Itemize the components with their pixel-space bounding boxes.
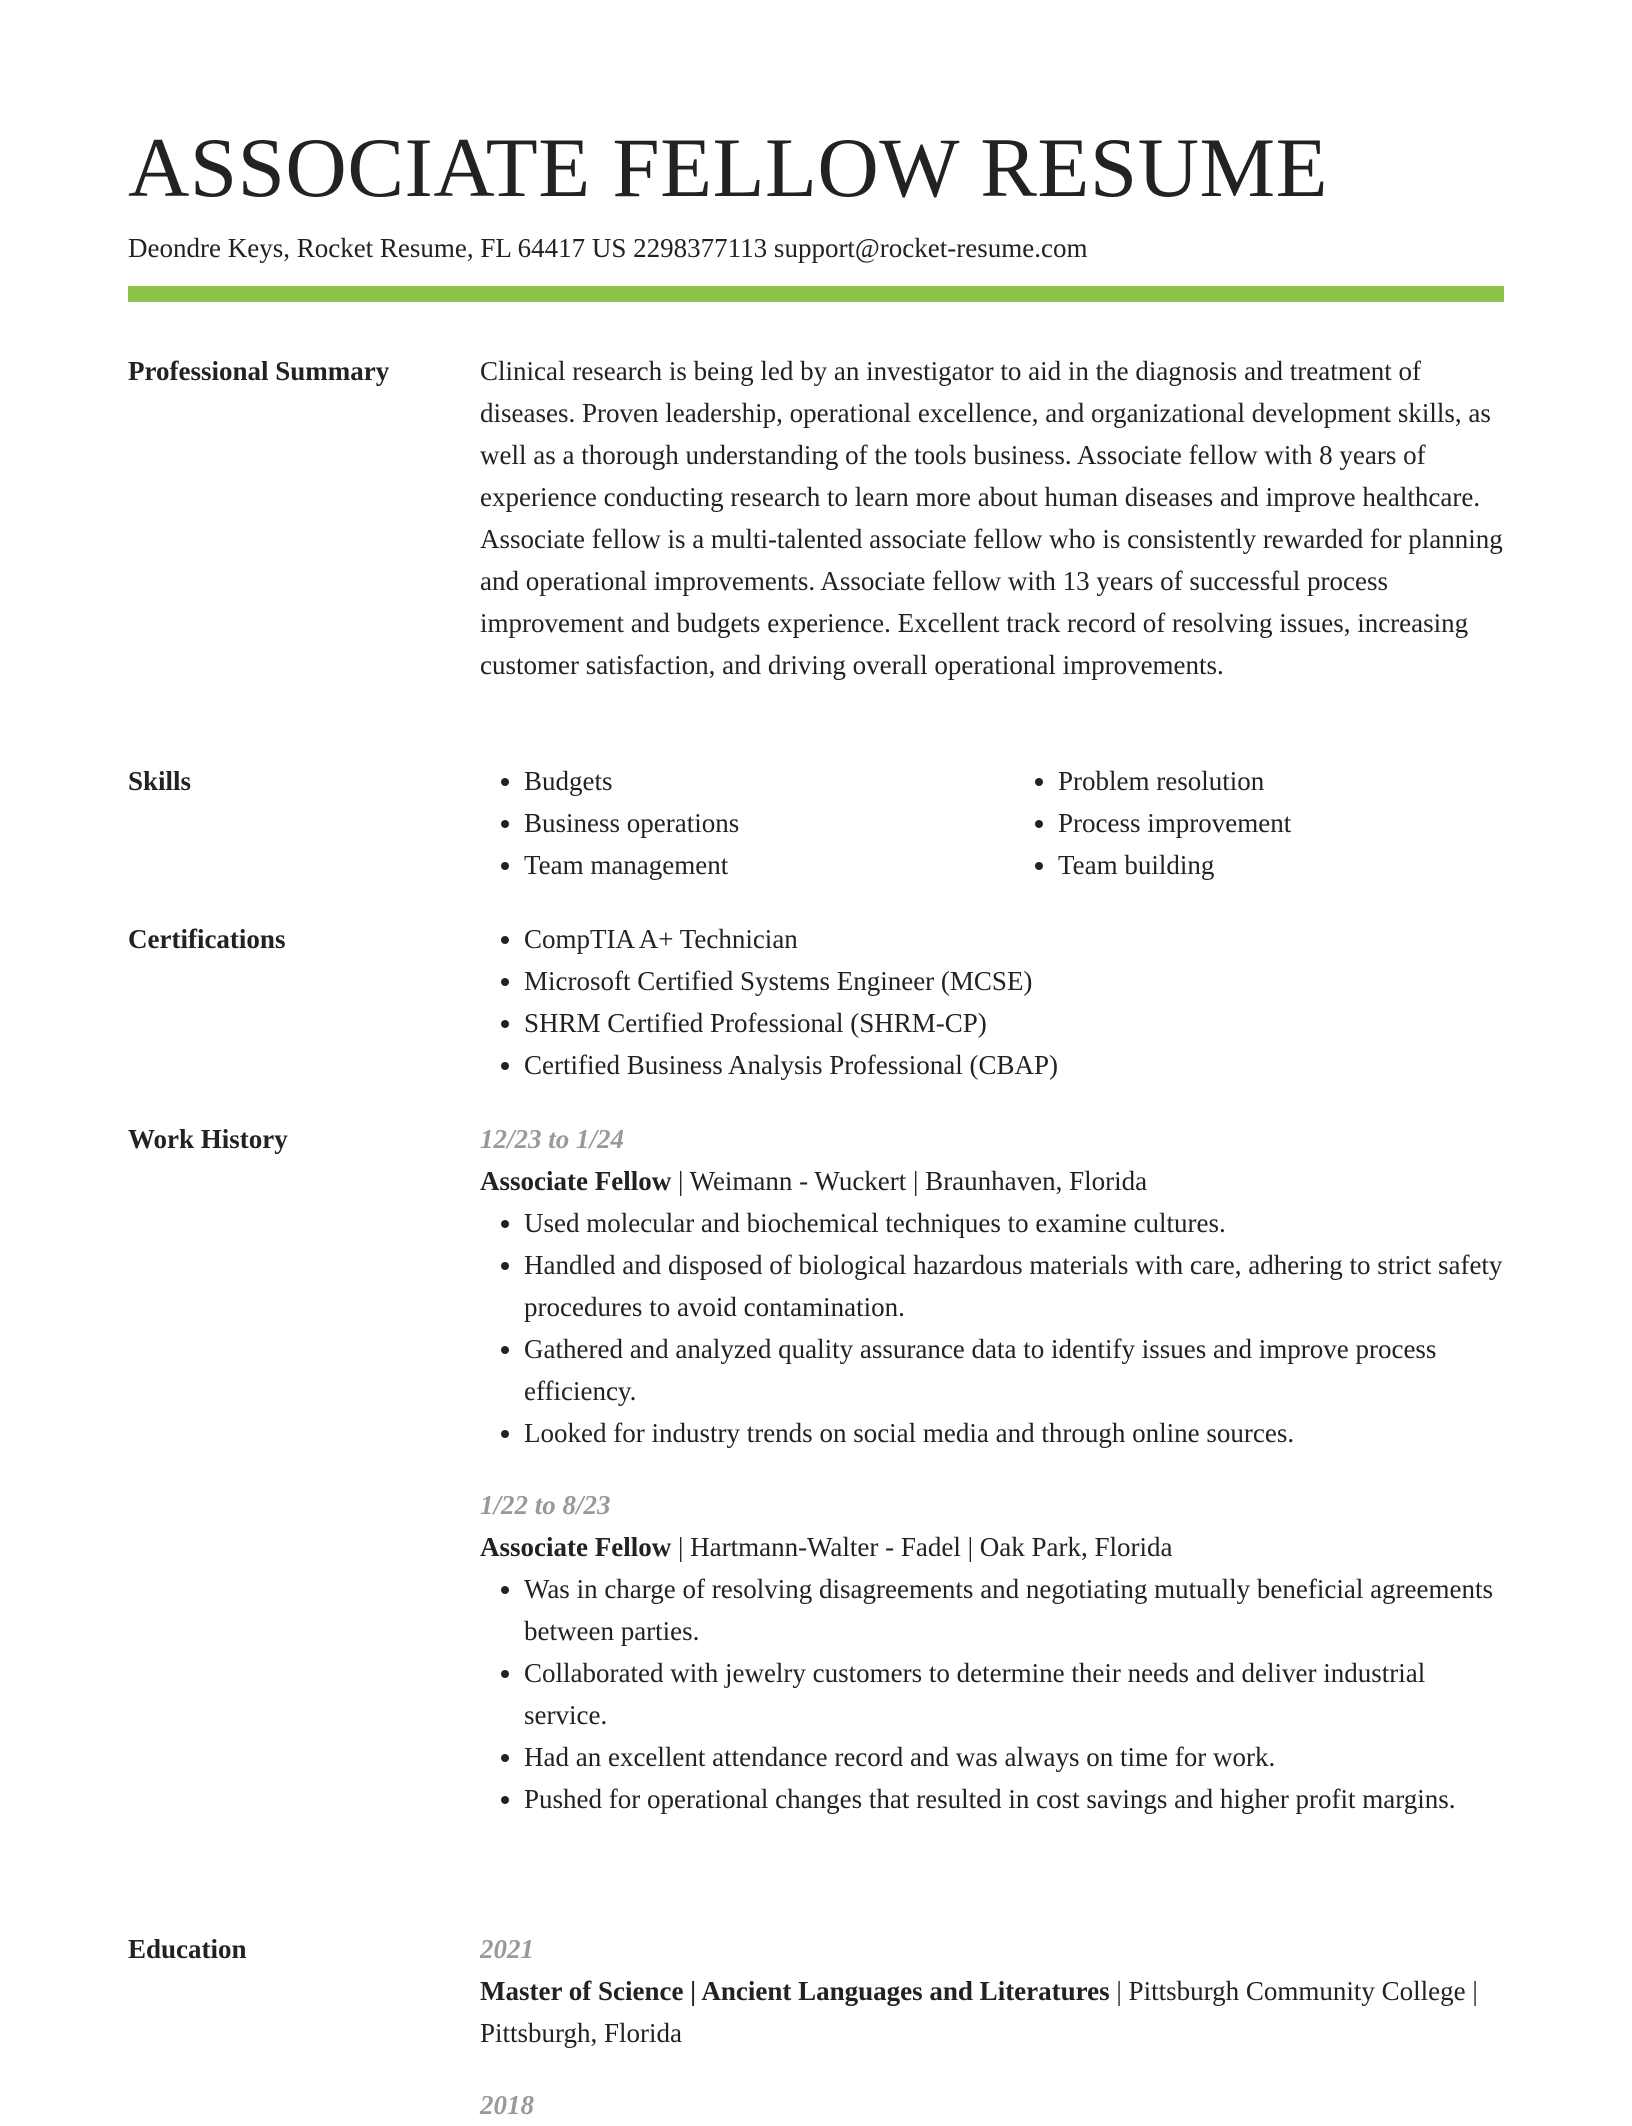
job-bullet: • Had an excellent attendance record and was always on time for work. xyxy=(524,1736,1504,1778)
skills-label: Skills xyxy=(128,766,192,796)
certification-item: • Microsoft Certified Systems Engineer (MCSE) xyxy=(524,960,1504,1002)
education-year: 2018 xyxy=(480,2090,534,2120)
education-body xyxy=(480,1928,1504,2126)
job-bullet: • Used molecular and biochemical techniques to examine cultures. xyxy=(524,1202,1504,1244)
skill-item: • Team management xyxy=(524,844,970,886)
job-role: Associate Fellow xyxy=(480,1532,672,1562)
skills-list-right xyxy=(1014,760,1504,886)
job-dates: 12/23 to 1/24 xyxy=(480,1124,625,1154)
job-entry xyxy=(480,1484,1504,1820)
certifications-label: Certifications xyxy=(128,924,286,954)
summary-label: Professional Summary xyxy=(128,356,390,386)
job-bullet: • Collaborated with jewelry customers to determine their needs and deliver industrial service. xyxy=(524,1652,1504,1736)
job-bullet: • Pushed for operational changes that resulted in cost savings and higher profit margins. xyxy=(524,1778,1504,1820)
skill-item: • Problem resolution xyxy=(1058,760,1504,802)
job-role: Associate Fellow xyxy=(480,1166,672,1196)
education-degree: Master of Science | Ancient Languages and Literatures xyxy=(480,1976,1110,2006)
skill-item: • Process improvement xyxy=(1058,802,1504,844)
work-history-label: Work History xyxy=(128,1124,288,1154)
education-label: Education xyxy=(128,1934,247,1964)
summary-text: Clinical research is being led by an investigator to aid in the diagnosis and treatment of diseases. Proven leadership, operational excellence, and organizational development skills, as well as a thorough understanding of the tools business. Associate fellow with 8 years of experience conducting research to learn more about human diseases and improve healthcare. Associate fellow is a multi-talented associate fellow who is consistently rewarded for planning and operational improvements. Associate fellow with 13 years of successful process improvement and budgets experience. Excellent track record of resolving issues, increasing customer satisfaction, and driving overall operational improvements. xyxy=(480,356,1503,680)
education-entry xyxy=(480,2084,1504,2126)
skills-body xyxy=(480,760,1504,886)
job-bullet-list xyxy=(480,1202,1504,1454)
skill-item: • Business operations xyxy=(524,802,970,844)
resume-title: ASSOCIATE FELLOW RESUME xyxy=(128,121,1329,215)
job-bullet: • Gathered and analyzed quality assurance data to identify issues and improve process efficiency. xyxy=(524,1328,1504,1412)
job-bullet: • Looked for industry trends on social media and through online sources. xyxy=(524,1412,1504,1454)
certification-item: • Certified Business Analysis Professional (CBAP) xyxy=(524,1044,1504,1086)
job-bullet: • Handled and disposed of biological hazardous materials with care, adhering to strict safety procedures to avoid contamination. xyxy=(524,1244,1504,1328)
skills-list-left xyxy=(480,760,970,886)
job-dates: 1/22 to 8/23 xyxy=(480,1490,611,1520)
certifications-body xyxy=(480,918,1504,1086)
job-details: | Weimann - Wuckert | Braunhaven, Florida xyxy=(671,1166,1148,1196)
job-bullet: • Was in charge of resolving disagreements and negotiating mutually beneficial agreements between parties. xyxy=(524,1568,1504,1652)
work-history-body xyxy=(480,1118,1504,1820)
job-title-line xyxy=(480,1526,1504,1568)
job-entry xyxy=(480,1118,1504,1454)
contact-line: Deondre Keys, Rocket Resume, FL 64417 US 2298377113 support@rocket-resume.com xyxy=(128,233,1088,263)
education-details: | Pittsburgh Community College | Pittsburgh, Florida xyxy=(480,1976,1478,2048)
job-details: | Hartmann-Walter - Fadel | Oak Park, Florida xyxy=(671,1532,1173,1562)
education-entry xyxy=(480,1928,1504,2054)
certifications-list xyxy=(480,918,1504,1086)
skill-item: • Budgets xyxy=(524,760,970,802)
job-title-line xyxy=(480,1160,1504,1202)
education-year: 2021 xyxy=(480,1934,534,1964)
education-degree-line xyxy=(480,1970,1504,2054)
skill-item: • Team building xyxy=(1058,844,1504,886)
skills-grid xyxy=(480,760,1504,886)
certification-item: • SHRM Certified Professional (SHRM-CP) xyxy=(524,1002,1504,1044)
certification-item: • CompTIA A+ Technician xyxy=(524,918,1504,960)
header-divider xyxy=(128,286,1504,302)
job-bullet-list xyxy=(480,1568,1504,1820)
summary-body xyxy=(480,350,1504,686)
